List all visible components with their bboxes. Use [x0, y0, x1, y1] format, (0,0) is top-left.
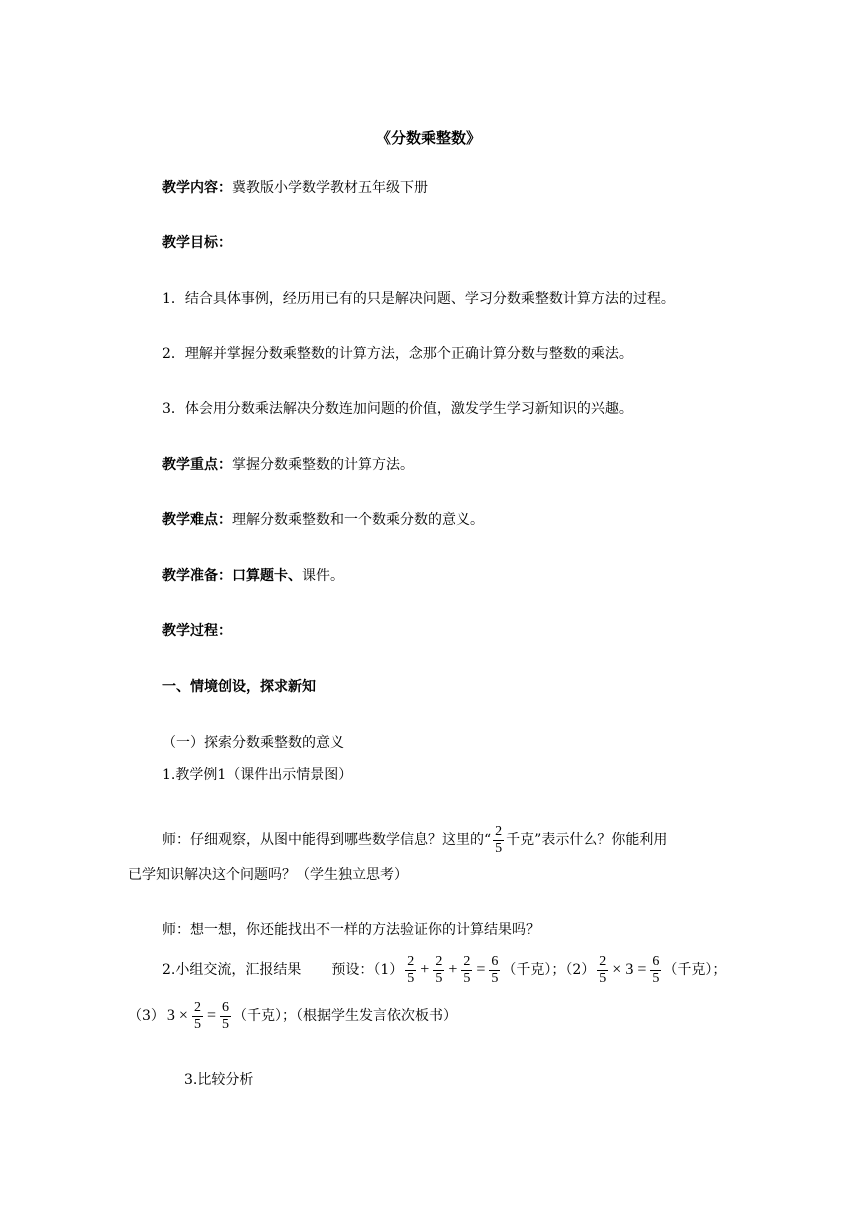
item-2: [162, 950, 726, 990]
times-sign: ×: [178, 1007, 188, 1024]
key-point-label: 教学重点：: [162, 457, 232, 473]
fraction-two-fifths: [493, 824, 504, 857]
key-point: [162, 455, 414, 475]
plus-sign: +: [448, 961, 458, 978]
item-2-continued: [128, 996, 457, 1036]
fraction-denominator: 5: [221, 1016, 229, 1032]
equals-sign: =: [637, 961, 647, 978]
eq1-fraction-1: [405, 954, 416, 987]
fraction-denominator: 5: [463, 970, 471, 986]
teacher-question-1-continued: 已学知识解决这个问题吗？（学生独立思考）: [128, 867, 408, 883]
item-2-label: 2.小组交流，汇报结果: [162, 962, 302, 978]
fraction-denominator: 5: [652, 970, 660, 986]
integer-factor: 3: [625, 961, 634, 978]
fraction-denominator: 5: [407, 970, 415, 986]
item-1: 1.教学例1（课件出示情景图）: [162, 767, 353, 783]
preparation-text-bold: 口算题卡、: [232, 568, 302, 584]
unit-text-1: （千克）；（2）: [502, 962, 596, 978]
fraction-numerator: 2: [599, 953, 607, 969]
goals-label: 教学目标：: [162, 235, 232, 251]
eq2-result: [650, 954, 661, 987]
equation-2: [595, 950, 663, 990]
eq1-fraction-2: [433, 954, 444, 987]
page-title: 《分数乘整数》: [376, 129, 482, 147]
fraction-numerator: 6: [491, 953, 499, 969]
fraction-numerator: 2: [193, 999, 201, 1015]
subsection-heading-1: （一）探索分数乘整数的意义: [162, 735, 344, 751]
eq1-fraction-3: [461, 954, 472, 987]
item-2-preset: 预设：（1）: [331, 962, 404, 978]
teaching-content-label: 教学内容：: [162, 180, 232, 196]
difficulty-text: 理解分数乘整数和一个数乘分数的意义。: [232, 512, 484, 528]
fraction-numerator: 2: [435, 953, 443, 969]
goal-item-3: 3．体会用分数乘法解决分数连加问题的价值，激发学生学习新知识的兴趣。: [162, 401, 633, 417]
difficulty-label: 教学难点：: [162, 512, 232, 528]
eq2-fraction: [597, 954, 608, 987]
equals-sign: =: [476, 961, 486, 978]
fraction-denominator: 5: [599, 970, 607, 986]
teacher-question-1-part-a: 师：仔细观察，从图中能得到哪些数学信息？这里的“: [162, 832, 492, 848]
preparation-label: 教学准备：: [162, 568, 232, 584]
goal-item-2: 2．理解并掌握分数乘整数的计算方法，念那个正确计算分数与整数的乘法。: [162, 346, 633, 362]
unit-text-2: （千克）；: [663, 962, 727, 978]
item-2-part-3-label: （3）: [128, 1008, 165, 1024]
process-label: 教学过程：: [162, 623, 232, 639]
teaching-content: [162, 178, 428, 198]
fraction-denominator: 5: [495, 840, 503, 856]
fraction-denominator: 5: [193, 1016, 201, 1032]
item-3: 3.比较分析: [184, 1072, 254, 1088]
fraction-denominator: 5: [491, 970, 499, 986]
teacher-question-1-part-b: 千克”表示什么？你能利用: [506, 832, 668, 848]
fraction-numerator: 2: [407, 953, 415, 969]
equation-3: [165, 996, 233, 1036]
goal-item-1: 1．结合具体事例，经历用已有的只是解决问题、学习分数乘整数计算方法的过程。: [162, 291, 675, 307]
fraction-numerator: 6: [221, 999, 229, 1015]
equals-sign: =: [206, 1007, 216, 1024]
teaching-content-text: 冀教版小学数学教材五年级下册: [232, 180, 428, 196]
preparation-text: 课件。: [302, 568, 344, 584]
fraction-numerator: 6: [652, 953, 660, 969]
plus-sign: +: [420, 961, 430, 978]
teacher-question-1: [162, 820, 667, 860]
times-sign: ×: [612, 961, 622, 978]
unit-text-3: （千克）；（根据学生发言依次板书）: [232, 1008, 457, 1024]
key-point-text: 掌握分数乘整数的计算方法。: [232, 457, 414, 473]
fraction-numerator: 2: [463, 953, 471, 969]
section-heading-1: 一、情境创设，探求新知: [162, 679, 316, 695]
fraction-denominator: 5: [435, 970, 443, 986]
equation-1: [403, 950, 502, 990]
eq3-fraction: [192, 1000, 203, 1033]
teacher-question-2: 师：想一想，你还能找出不一样的方法验证你的计算结果吗？: [162, 922, 540, 938]
integer-factor: 3: [166, 1007, 175, 1024]
preparation: [162, 566, 344, 586]
eq1-result: [489, 954, 500, 987]
eq3-result: [220, 1000, 231, 1033]
fraction-numerator: 2: [495, 823, 503, 839]
difficulty: [162, 510, 484, 530]
